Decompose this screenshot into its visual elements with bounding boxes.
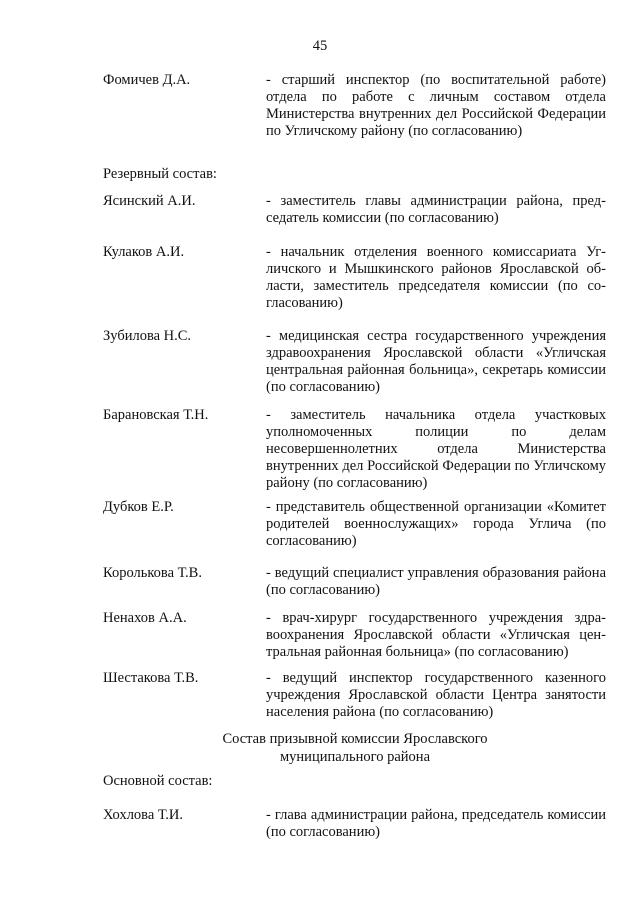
member-position: - ведущий инспектор государственного казенного учреждения Ярославской области Центра занятости населения района (по согласованию) xyxy=(266,670,606,720)
page-number: 45 xyxy=(312,38,328,54)
heading-line: Состав призывной комиссии Ярославского xyxy=(222,731,488,747)
main-section-label: Основной состав: xyxy=(103,773,213,789)
member-name: Ясинский А.И. xyxy=(103,193,196,209)
member-position: - глава администрации района, председатель комиссии (по согласованию) xyxy=(266,807,606,840)
member-position: - начальник отделения военного комиссариата Угличского и Мышкинского районов Ярославской области, заместитель председателя комиссии (по согласованию) xyxy=(266,244,606,311)
member-name: Хохлова Т.И. xyxy=(103,807,184,823)
member-name: Зубилова Н.С. xyxy=(103,328,192,344)
member-position: - представитель общественной организации «Комитет родителей военнослужащих» города Углича (по согласованию) xyxy=(266,499,606,549)
member-name: Барановская Т.Н. xyxy=(103,407,209,423)
member-name: Дубков Е.Р. xyxy=(103,499,174,515)
heading-line: муниципального района xyxy=(280,749,430,765)
member-position: - старший инспектор (по воспитательной работе) отдела по работе с личным составом отдела Министерства внутренних дел Российской Федерации по Угличскому району (по согласованию) xyxy=(266,72,606,139)
member-name: Шестакова Т.В. xyxy=(103,670,199,686)
member-name: Ненахов А.А. xyxy=(103,610,187,626)
member-position: - врач-хирург государственного учреждения здравоохранения Ярославской области «Угличская центральная районная больница» (по согласованию) xyxy=(266,610,606,660)
member-position: - заместитель главы администрации района, председатель комиссии (по согласованию) xyxy=(266,193,606,226)
member-position: - ведущий специалист управления образования района (по согласованию) xyxy=(266,565,606,598)
member-name: Кулаков А.И. xyxy=(103,244,185,260)
member-name: Королькова Т.В. xyxy=(103,565,202,581)
member-name: Фомичев Д.А. xyxy=(103,72,191,88)
section-heading xyxy=(0,730,640,766)
member-position: - медицинская сестра государственного учреждения здравоохранения Ярославской области «Угличская центральная районная больница», секретарь комиссии (по согласованию) xyxy=(266,328,606,395)
member-position: - заместитель начальника отдела участковых уполномоченных полиции по делам несовершеннолетних отдела Министерства внутренних дел Российской Федерации по Угличскому району (по согласованию) xyxy=(266,407,606,491)
reserve-section-label: Резервный состав: xyxy=(103,166,217,182)
